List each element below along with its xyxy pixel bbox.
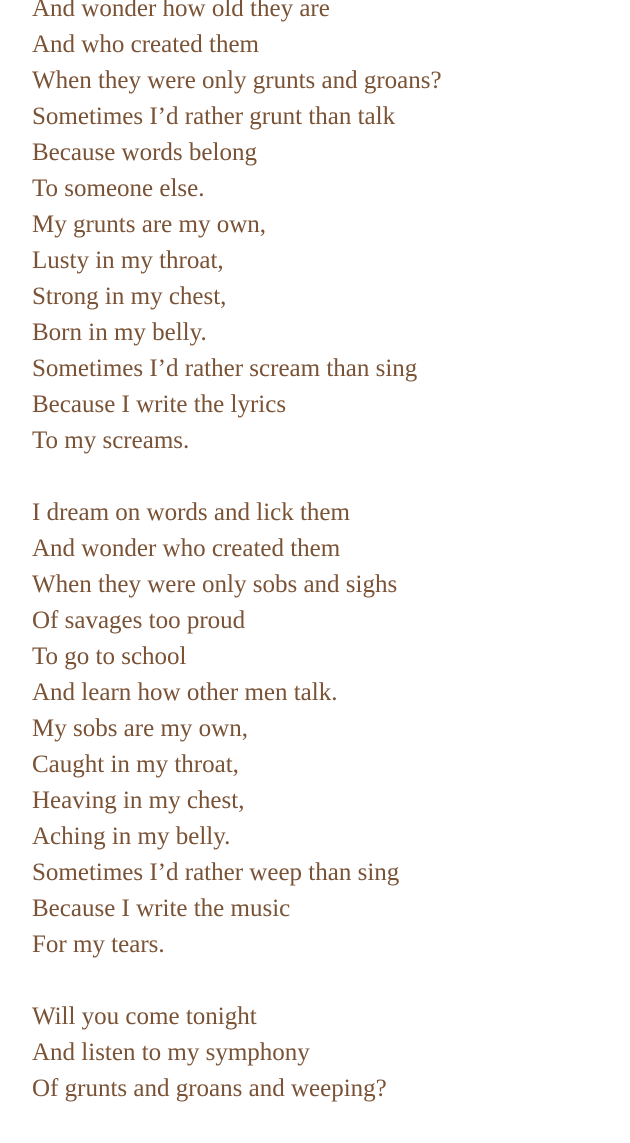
poem-line: Caught in my throat, [32, 751, 239, 778]
poem-line: To my screams. [32, 427, 190, 454]
poem-line: And listen to my symphony [32, 1039, 310, 1066]
poem-line: Strong in my chest, [32, 283, 227, 310]
poem-line: Sometimes I’d rather scream than sing [32, 355, 418, 382]
poem-line: Because I write the lyrics [32, 391, 287, 418]
poem-line: To go to school [32, 643, 187, 670]
poem-line: When they were only grunts and groans? [32, 67, 442, 94]
poem-line: My grunts are my own, [32, 211, 266, 238]
poem-line: Of savages too proud [32, 607, 246, 634]
poem-line: When they were only sobs and sighs [32, 571, 398, 598]
stanza-1 [32, 0, 622, 459]
poem-line: Sometimes I’d rather weep than sing [32, 859, 400, 886]
poem-line: Of grunts and groans and weeping? [32, 1075, 387, 1102]
poem-line: Born in my belly. [32, 319, 207, 346]
poem-line: Will you come tonight [32, 1003, 257, 1030]
poem-line: My sobs are my own, [32, 715, 248, 742]
poem-line: Because words belong [32, 139, 257, 166]
stanza-2 [32, 495, 622, 963]
poem-text [32, 0, 622, 1143]
poem-line: I dream on words and lick them [32, 499, 350, 526]
poem-line: Because I write the music [32, 895, 291, 922]
stanza-3 [32, 999, 622, 1107]
poem-line: To someone else. [32, 175, 205, 202]
poem-line: Sometimes I’d rather grunt than talk [32, 103, 396, 130]
poem-line: And wonder how old they are [32, 0, 330, 22]
poem-line: And learn how other men talk. [32, 679, 338, 706]
poem-line: Lusty in my throat, [32, 247, 224, 274]
poem-line: For my tears. [32, 931, 165, 958]
poem-line: Aching in my belly. [32, 823, 231, 850]
poem-line: And who created them [32, 31, 260, 58]
poem-line: Heaving in my chest, [32, 787, 245, 814]
poem-line: And wonder who created them [32, 535, 341, 562]
